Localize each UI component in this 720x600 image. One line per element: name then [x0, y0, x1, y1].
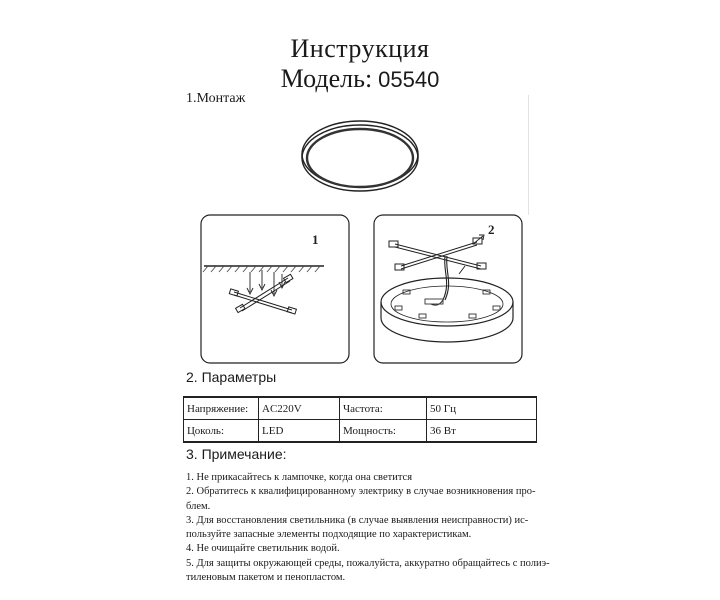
- notes-list: [186, 471, 550, 585]
- model-label: Модель:: [280, 64, 373, 93]
- connector-arrows: [459, 235, 484, 274]
- page-title: Инструкция: [290, 34, 430, 63]
- model-number: 05540: [378, 67, 440, 92]
- mounting-step-2-diagram: [373, 214, 523, 364]
- step-1-number: 1: [312, 232, 319, 247]
- wire-cable: [431, 256, 449, 305]
- param-key: Частота:: [340, 397, 427, 420]
- ceiling-hatch: [203, 266, 324, 272]
- model-line: [0, 64, 720, 94]
- page-divider: [528, 95, 529, 215]
- note-line: 3. Для восстановления светильника (в случае выявления неисправности) ис-: [186, 514, 529, 526]
- param-key: Напряжение:: [184, 397, 259, 420]
- note-line: 5. Для защиты окружающей среды, пожалуйста, аккуратно обращайтесь с полиэ-: [186, 557, 550, 569]
- section-params-heading: 2. Параметры: [186, 369, 277, 385]
- param-value: 50 Гц: [427, 397, 537, 420]
- param-value: LED: [259, 420, 340, 443]
- note-line: тиленовым пакетом и пенопластом.: [186, 572, 346, 584]
- note-line: пользуйте запасные элементы подходящие по характеристикам.: [186, 529, 472, 541]
- bracket-top: [389, 238, 486, 270]
- table-row: [184, 397, 537, 420]
- cross-bracket: [229, 274, 296, 314]
- table-row: [184, 420, 537, 443]
- param-key: Цоколь:: [184, 420, 259, 443]
- step-2-number: 2: [488, 222, 495, 237]
- mounting-step-1-diagram: [200, 214, 350, 364]
- section-montage-heading: 1.Монтаж: [186, 91, 246, 106]
- parameters-table: [183, 396, 537, 443]
- section-notes-heading: 3. Примечание:: [186, 446, 287, 462]
- note-line: блем.: [186, 500, 211, 512]
- param-value: AC220V: [259, 397, 340, 420]
- note-line: 4. Не очищайте светильник водой.: [186, 543, 340, 555]
- param-value: 36 Вт: [427, 420, 537, 443]
- param-key: Мощность:: [340, 420, 427, 443]
- note-line: 2. Обратитесь к квалифицированному электрику в случае возникновения про-: [186, 486, 536, 498]
- ceiling-lamp-illustration: [300, 118, 420, 194]
- note-line: 1. Не прикасайтесь к лампочке, когда она светится: [186, 472, 413, 483]
